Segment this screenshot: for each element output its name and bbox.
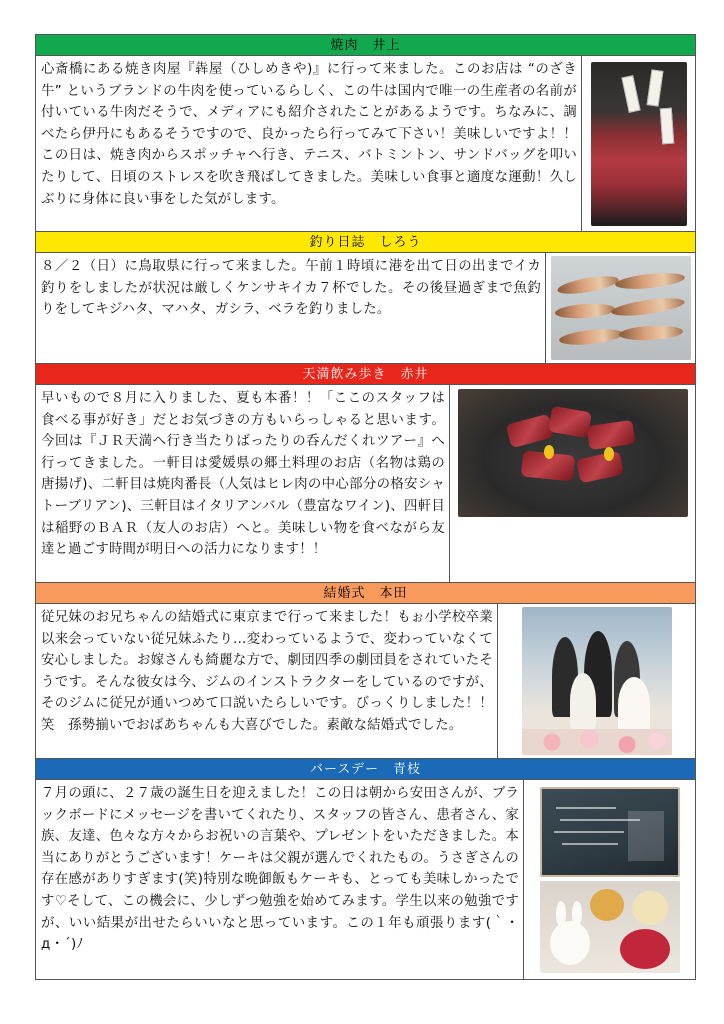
newsletter-page (35, 34, 696, 980)
blackboard-message-photo (540, 787, 680, 877)
section-photo-area-tenma (450, 385, 695, 582)
section-header-wedding: 結婚式 本田 (36, 583, 695, 604)
section-text-fishing: ８／２（日）に鳥取県に行って来ました。午前１時頃に港を出て日の出までイカ釣りをしましたが状況は厳しくケンサキイカ７杯でした。その後昼過ぎまで魚釣りをしてキジハタ、マハタ、ガシラ、ベラを釣りました。 (36, 253, 546, 363)
section-text-yakiniku: 心斎橋にある焼き肉屋『犇屋（ひしめきや)』に行って来ました。このお店は “のざき牛” というブランドの牛肉を使っているらしく、この牛は国内で唯一の生産者の名前が付いている牛肉だそうで、メディアにも紹介されたことがあるようです。ちなみに、調べたら伊丹にもあるそうですので、良かったら行ってみて下さい！美味しいですよ！！この日は、焼き肉からスポッチャへ行き、テニス、バトミントン、サンドバッグを叩いたりして、日頃のストレスを吹き飛ばしてきました。美味しい食事と適度な運動！久しぶりに身体に良い事をした気がします。 (36, 56, 582, 231)
section-photo-area-yakiniku (582, 56, 695, 231)
section-body-tenma (36, 385, 695, 583)
section-body-yakiniku (36, 56, 695, 232)
section-body-birthday (36, 780, 695, 979)
section-photo-area-fishing (546, 253, 695, 363)
birthday-cakes-photo (540, 881, 680, 973)
yakiniku-meat-photo (591, 62, 687, 226)
fish-catch-photo (551, 256, 691, 360)
section-header-fishing: 釣り日誌 しろう (36, 232, 695, 253)
section-header-tenma: 天満飲み歩き 赤井 (36, 364, 695, 385)
section-header-birthday: バースデー 青枝 (36, 759, 695, 780)
section-header-yakiniku: 焼肉 井上 (36, 35, 695, 56)
section-body-wedding (36, 604, 695, 759)
yakiniku-plate-photo (458, 389, 688, 517)
section-photo-area-wedding (498, 604, 695, 758)
section-text-wedding: 従兄妹のお兄ちゃんの結婚式に東京まで行って来ました！もぉ小学校卒業以来会っていない従兄妹ふたり…変わっているようで、変わっていなくて安心しました。お嫁さんも綺麗な方で、劇団四季の劇団員をされていたそうです。そんな彼女は今、ジムのインストラクターをしているのですが、そのジムに従兄が通いつめて口説いたらしいです。びっくりしました！！笑 孫勢揃いでおばあちゃんも大喜びでした。素敵な結婚式でした。 (36, 604, 498, 758)
section-body-fishing (36, 253, 695, 364)
section-text-birthday: ７月の頭に、２７歳の誕生日を迎えました！この日は朝から安田さんが、ブラックボードにメッセージを書いてくれたり、スタッフの皆さん、患者さん、家族、友達、色々な方々からお祝いの言葉や、プレゼントをいただきました。本当にありがとうございます！ケーキは父親が選んでくれたもの。うさぎさんの存在感がありすぎます(笑)特別な晩御飯もケーキも、とっても美味しかったです♡そして、この機会に、少しずつ勉強を始めてみます。学生以来の勉強ですが、いい結果が出せたらいいなと思っています。この１年も頑張ります(｀・д・´)ﾉ (36, 780, 524, 979)
wedding-photo (522, 607, 672, 755)
section-text-tenma: 早いもので８月に入りました、夏も本番！！「ここのスタッフは食べる事が好き」だとお気づきの方もいらっしゃると思います。今回は『ＪＲ天満へ行き当たりばったりの呑んだくれツアー』へ行ってきました。一軒目は愛媛県の郷土料理のお店（名物は鶏の唐揚げ)、二軒目は焼肉番長（人気はヒレ肉の中心部分の格安シャトーブリアン)、三軒目はイタリアンバル（豊富なワイン)、四軒目は稲野のＢＡＲ（友人のお店）へと。美味しい物を食べながら友達と過ごす時間が明日への活力になります！！ (36, 385, 450, 582)
section-photo-area-birthday (524, 780, 695, 979)
